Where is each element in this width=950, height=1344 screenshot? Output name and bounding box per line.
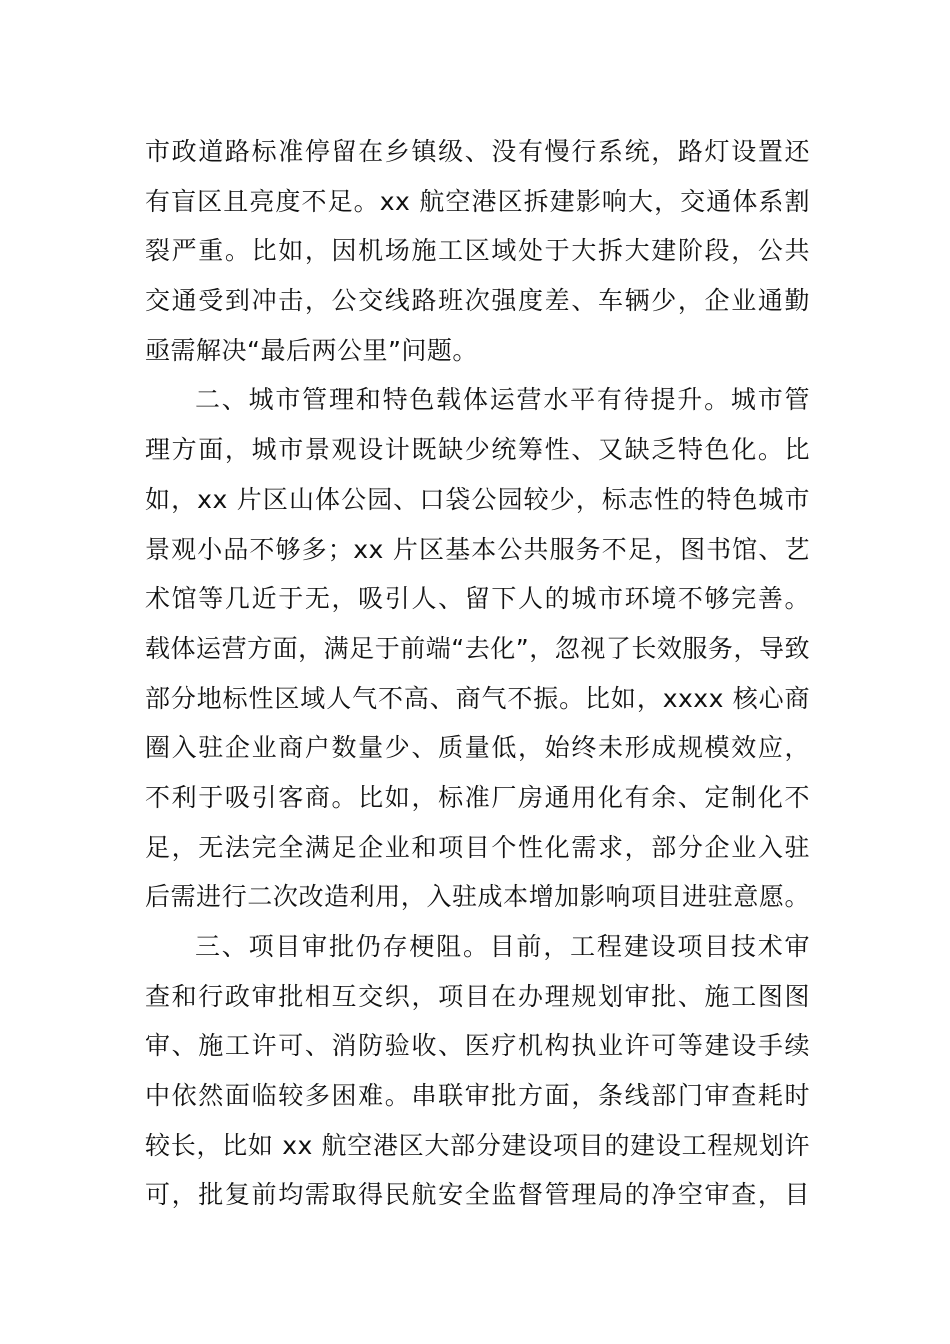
text-line: 交通受到冲击，公交线路班次强度差、车辆少，企业通勤 — [145, 286, 810, 316]
body-text — [145, 127, 810, 1220]
text-line: 部分地标性区域人气不高、商气不振。比如，xxxx 核心商 — [145, 683, 810, 713]
text-line: 裂严重。比如，因机场施工区域处于大拆大建阶段，公共 — [145, 236, 810, 266]
text-line: 可，批复前均需取得民航安全监督管理局的净空审查，目 — [145, 1180, 810, 1210]
text-line: 有盲区且亮度不足。xx 航空港区拆建影响大，交通体系割 — [145, 186, 810, 216]
text-line: 市政道路标准停留在乡镇级、没有慢行系统，路灯设置还 — [145, 137, 810, 166]
section-heading-line: 三、项目审批仍存梗阻。目前，工程建设项目技术审 — [195, 932, 810, 961]
text-line: 审、施工许可、消防验收、医疗机构执业许可等建设手续 — [145, 1031, 810, 1061]
text-line: 载体运营方面，满足于前端“去化”，忽视了长效服务，导致 — [145, 633, 810, 663]
text-line: 圈入驻企业商户数量少、质量低，始终未形成规模效应， — [145, 733, 810, 763]
text-line: 后需进行二次改造利用，入驻成本增加影响项目进驻意愿。 — [145, 882, 810, 912]
text-line: 景观小品不够多；xx 片区基本公共服务不足，图书馆、艺 — [145, 534, 810, 564]
text-line: 查和行政审批相互交织，项目在办理规划审批、施工图图 — [145, 981, 810, 1011]
text-line: 如，xx 片区山体公园、口袋公园较少，标志性的特色城市 — [145, 484, 810, 514]
text-line: 较长，比如 xx 航空港区大部分建设项目的建设工程规划许 — [145, 1130, 810, 1160]
text-line: 亟需解决“最后两公里”问题。 — [145, 335, 478, 365]
text-line: 理方面，城市景观设计既缺少统筹性、又缺乏特色化。比 — [145, 435, 810, 465]
text-line: 足，无法完全满足企业和项目个性化需求，部分企业入驻 — [145, 832, 810, 862]
text-line: 中依然面临较多困难。串联审批方面，条线部门审查耗时 — [145, 1081, 810, 1111]
text-line: 术馆等几近于无，吸引人、留下人的城市环境不够完善。 — [145, 584, 810, 614]
section-heading-line: 二、城市管理和特色载体运营水平有待提升。城市管 — [195, 385, 810, 415]
text-line: 不利于吸引客商。比如，标准厂房通用化有余、定制化不 — [145, 782, 810, 812]
